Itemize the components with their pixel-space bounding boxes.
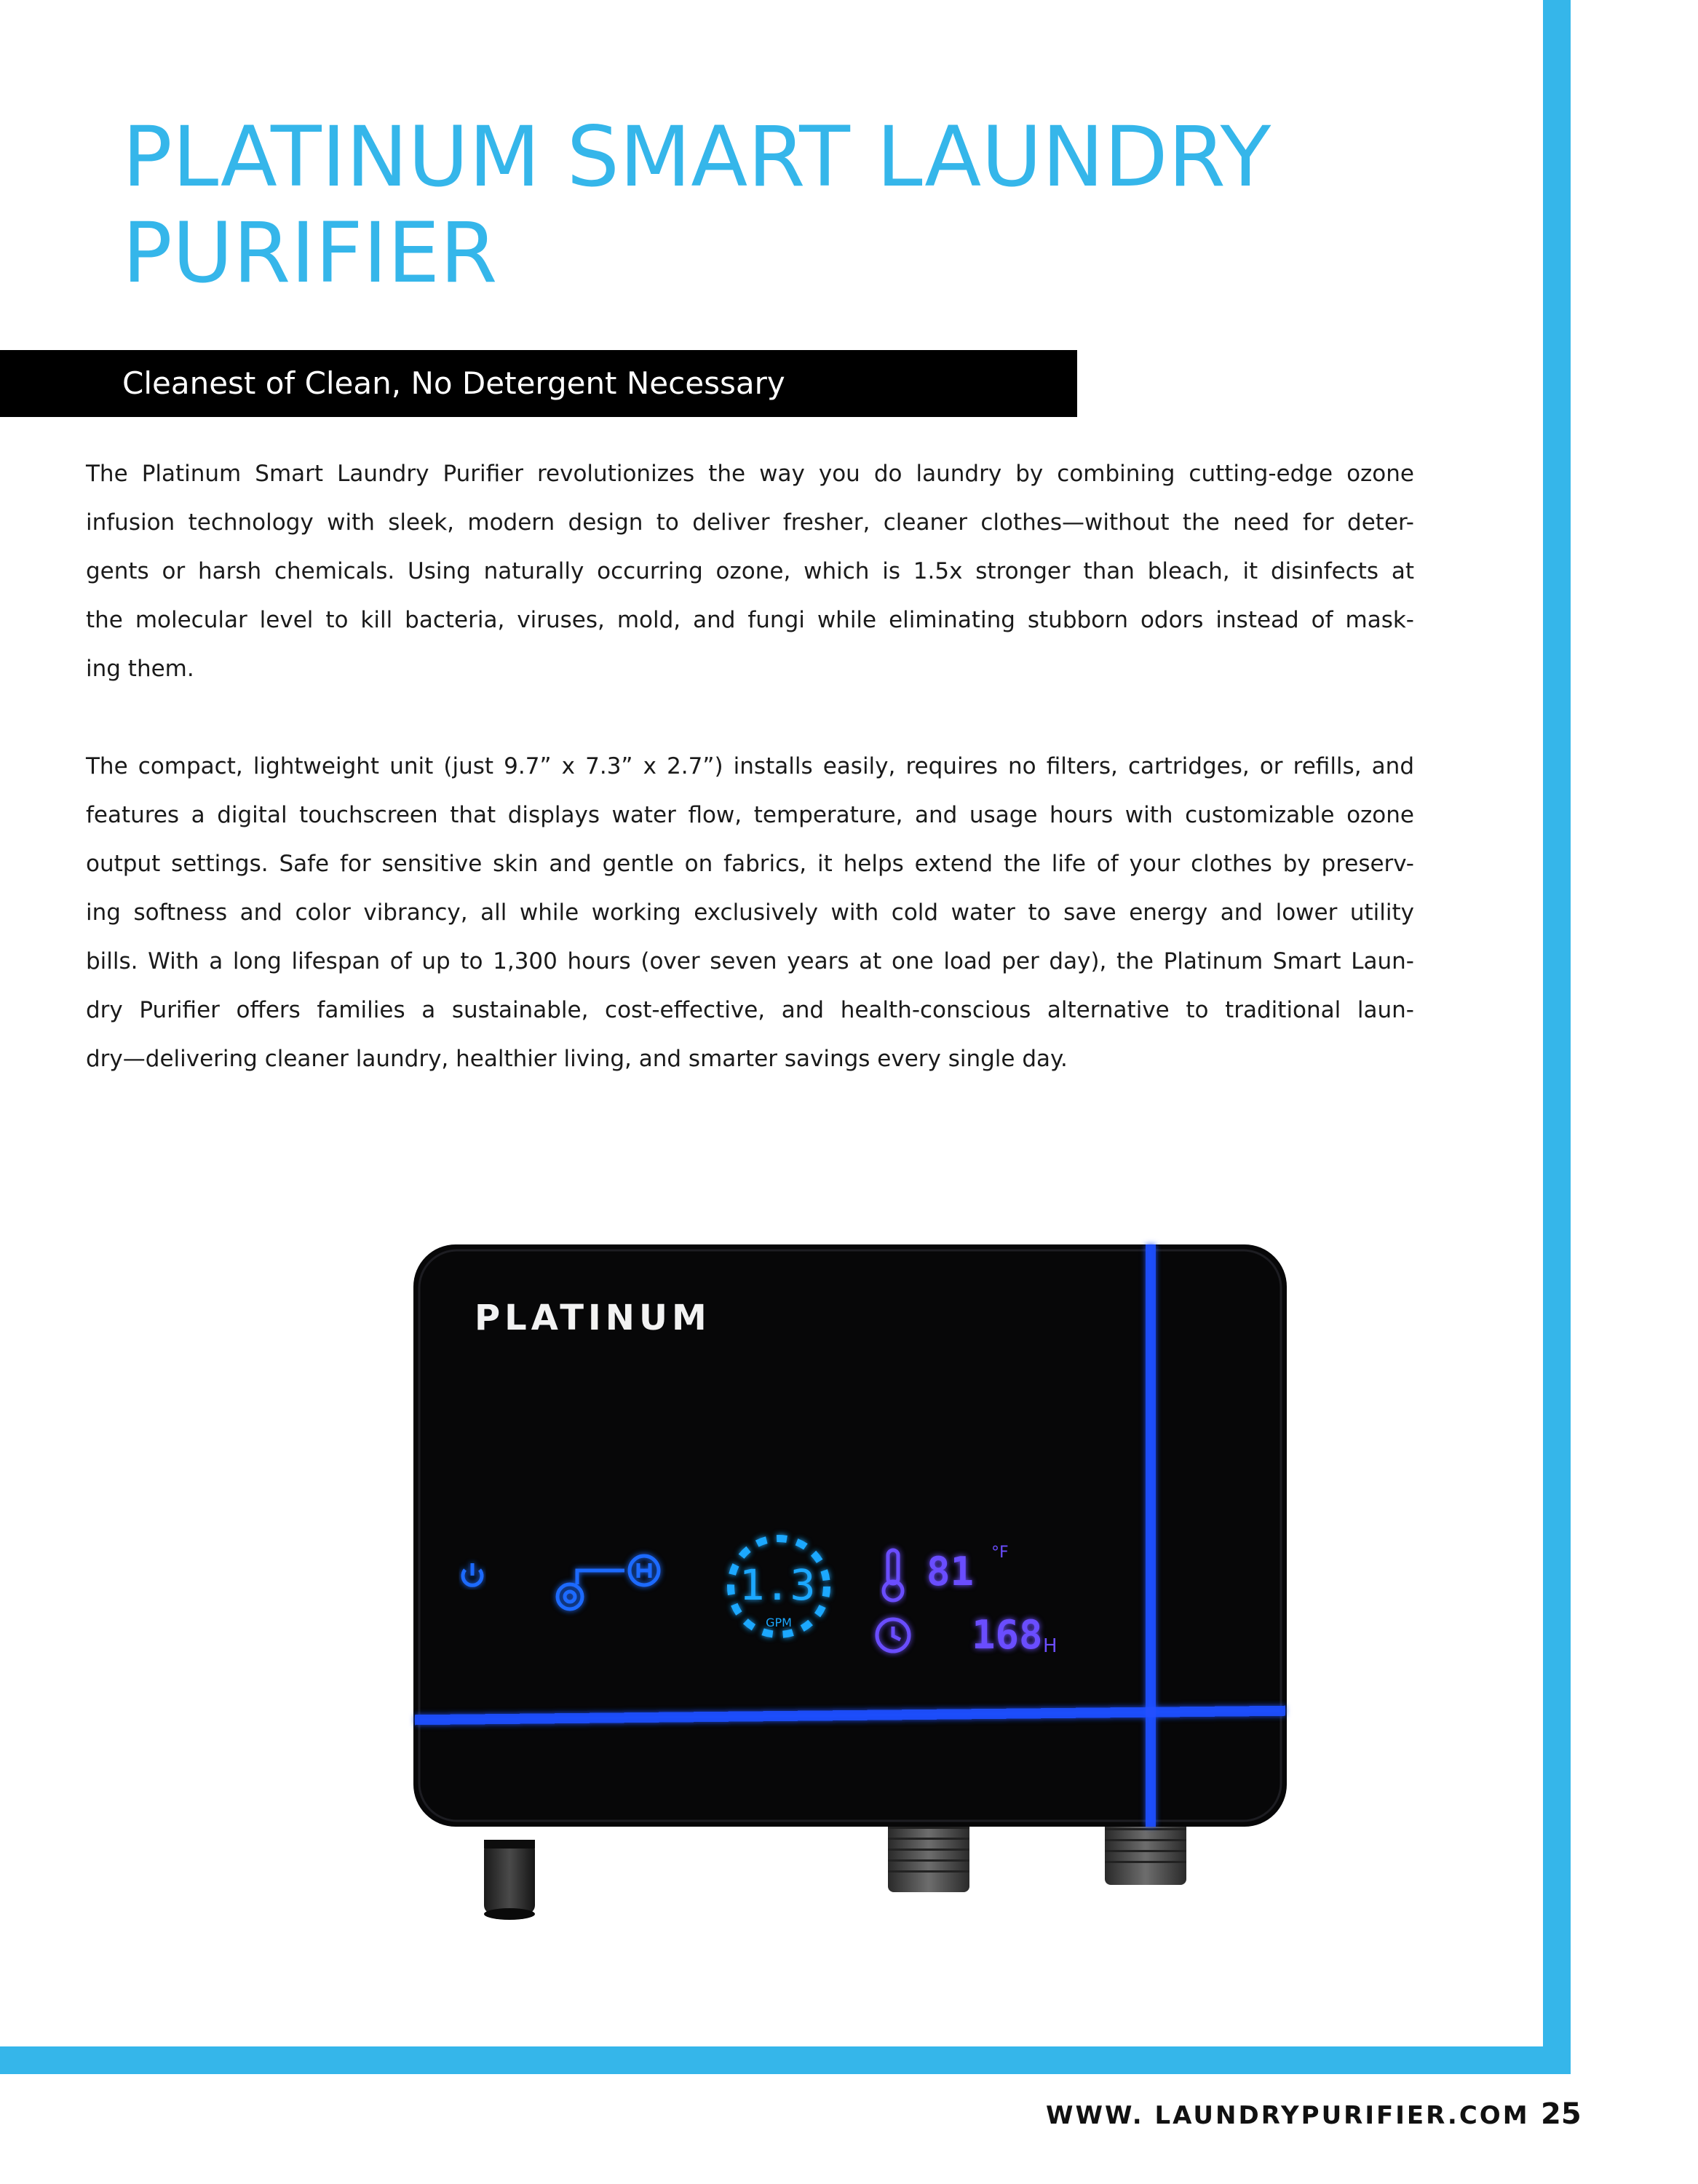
temperature-value: 81 xyxy=(927,1549,975,1595)
paragraph-2-line: The compact, lightweight unit (just 9.7” x 7.3” x 2.7”) installs easily, requires no filters, cartridges, or refills, and xyxy=(86,753,1414,779)
paragraph-2-line: ing softness and color vibrancy, all while working exclusively with cold water to save energy and lower utility xyxy=(86,900,1414,926)
paragraph-1-line: The Platinum Smart Laundry Purifier revolutionizes the way you do laundry by combining cutting-edge ozone xyxy=(86,461,1414,487)
flow-unit: GPM xyxy=(766,1616,792,1629)
paragraph-2-line: output settings. Safe for sensitive skin and gentle on fabrics, it helps extend the life of your clothes by preserv- xyxy=(86,851,1414,877)
paragraph-2-line: bills. With a long lifespan of up to 1,300 hours (over seven years at one load per day), the Platinum Smart Laun- xyxy=(86,948,1414,974)
paragraph-1-line: gents or harsh chemicals. Using naturally occurring ozone, which is 1.5x stronger than bleach, it disinfects at xyxy=(86,558,1414,584)
left-knob xyxy=(484,1840,535,1920)
right-pipe-fitting xyxy=(1105,1819,1186,1885)
product-photo xyxy=(393,1230,1303,1936)
temperature-unit: °F xyxy=(991,1544,1009,1562)
body-paragraph-1 xyxy=(86,450,1414,694)
subtitle-banner xyxy=(0,350,1077,417)
paragraph-2-line: dry Purifier offers families a sustainable, cost-effective, and health-conscious alternative to traditional laun- xyxy=(86,997,1414,1023)
body-paragraph-2 xyxy=(86,742,1414,1084)
middle-pipe-fitting xyxy=(888,1819,969,1892)
page-title-line-2: PURIFIER xyxy=(122,204,498,301)
page-title xyxy=(122,109,1505,301)
page-number: 25 xyxy=(1541,2097,1582,2131)
paragraph-2-line: dry—delivering cleaner laundry, healthier living, and smarter savings every single day. xyxy=(86,1046,1068,1072)
brand-label: PLATINUM xyxy=(475,1298,711,1338)
paragraph-1-line: infusion technology with sleek, modern design to deliver fresher, cleaner clothes—without the need for deter- xyxy=(86,509,1414,536)
paragraph-1-line: ing them. xyxy=(86,656,194,682)
hours-unit: H xyxy=(1043,1635,1058,1657)
right-accent-bar xyxy=(1543,0,1571,2074)
subtitle-text: Cleanest of Clean, No Detergent Necessary xyxy=(122,365,785,401)
footer-website: WWW. LAUNDRYPURIFIER.COM xyxy=(1046,2101,1530,2130)
hours-value: 168 xyxy=(972,1612,1043,1658)
flow-value: 1.3 xyxy=(739,1560,816,1610)
paragraph-2-line: features a digital touchscreen that displays water flow, temperature, and usage hours with customizable ozone xyxy=(86,802,1414,828)
page-title-line-1: PLATINUM SMART LAUNDRY xyxy=(122,108,1271,205)
bottom-accent-bar xyxy=(0,2046,1571,2074)
paragraph-1-line: the molecular level to kill bacteria, viruses, mold, and fungi while eliminating stubborn odors instead of mask- xyxy=(86,607,1414,633)
